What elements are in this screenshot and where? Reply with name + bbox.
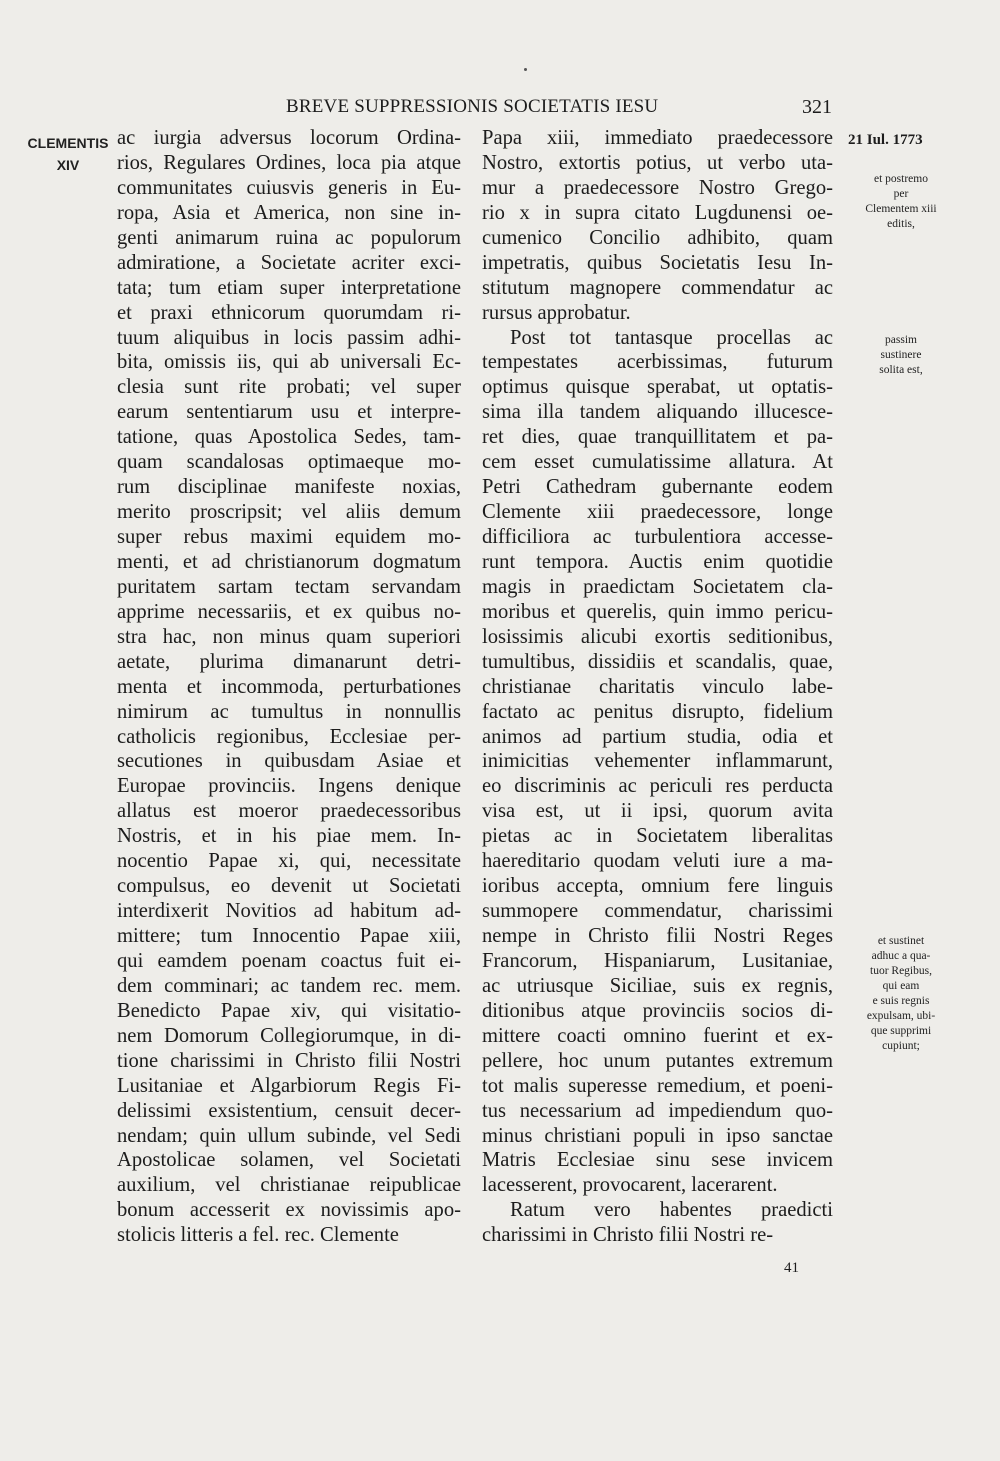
text-line: communitates cuiusvis generis in Eu- [117, 176, 461, 199]
text-line: aetate, plurima dimanarunt detri- [117, 650, 461, 673]
text-line: pietas ac in Societatem liberalitas [482, 825, 833, 848]
side-note-date: 21 Iul. 1773 [848, 132, 923, 148]
text-line: clesia sunt rite probati; vel super [117, 376, 461, 399]
text-line: dem comminari; ac tandem rec. mem. [117, 974, 461, 997]
text-line: rios, Regulares Ordines, loca pia atque [117, 151, 461, 174]
side-note-2 [848, 333, 954, 378]
text-line: optimus quisque sperabat, ut optatis- [482, 376, 833, 399]
text-line: summopere commendatur, charissimi [482, 900, 833, 923]
text-line: mittere; tum Innocentio Papae xiii, [117, 925, 461, 947]
text-line: magis in praedictam Societatem cla- [482, 575, 833, 598]
text-line: Ratum vero habentes praedicti [510, 1199, 833, 1222]
text-line: nimirum ac tumultus in nonnullis [117, 700, 461, 723]
text-line: delissimi exsistentium, censuit decer- [117, 1099, 461, 1122]
side-note-line: et sustinet [877, 935, 925, 947]
text-line: merito proscripsit; vel aliis demum [117, 501, 461, 524]
text-line: stitutum magnopere commendatur ac [482, 276, 833, 299]
text-line: losissimis alicubi exortis seditionibus, [482, 625, 833, 648]
text-line: rio x in supra citato Lugdunensi oe- [482, 201, 833, 224]
text-line: bonum accesserit ex novissimis apo- [117, 1199, 461, 1222]
text-line: tumultibus, dissidiis et scandalis, quae, [482, 650, 833, 673]
text-line: christianae charitatis vinculo labe- [482, 675, 833, 698]
text-line: pellere, hoc unum putantes extremum [482, 1049, 833, 1072]
text-line: nendam; quin ullum subinde, vel Sedi [117, 1124, 461, 1147]
side-note-line: Clementem xiii [865, 203, 937, 215]
text-line: minus christiani populi in ipso sanctae [482, 1124, 833, 1147]
text-line: cumenico Concilio adhibito, quam [482, 226, 833, 249]
side-note-line: expulsam, ubi- [866, 1010, 936, 1022]
text-line: tione charissimi in Christo filii Nostri [117, 1049, 461, 1072]
text-line: super rebus maximi equidem mo- [117, 526, 461, 548]
text-line: rum disciplinae manifeste noxias, [117, 476, 461, 499]
text-line: Clemente xiii praedecessore, longe [482, 501, 833, 524]
side-note-line: per [893, 188, 909, 200]
margin-heading-line-2: XIV [56, 157, 80, 173]
text-line: qui eamdem poenam coactus fuit ei- [117, 949, 461, 972]
running-head: BREVE SUPPRESSIONIS SOCIETATIS IESU [286, 96, 659, 117]
text-line: ioribus accepta, omnium fere linguis [482, 875, 833, 898]
text-line: puritatem sartam tectam servandam [117, 575, 461, 598]
text-line: ditionibus atque provinciis socios di- [482, 999, 833, 1022]
text-line: factato ac penitus disrupto, fidelium [482, 700, 833, 723]
right-text-column [482, 126, 833, 1248]
side-note-line: sustinere [880, 349, 922, 361]
text-line: Europae provinciis. Ingens denique [117, 775, 461, 798]
text-line: apprime necessariis, et ex quibus no- [117, 600, 461, 623]
side-note-line: et postremo [874, 173, 928, 185]
text-line: sima illa tandem aliquando illucesce- [482, 401, 833, 424]
text-line: Francorum, Hispaniarum, Lusitaniae, [482, 949, 833, 972]
text-line: admiratione, a Societate acriter exci- [117, 251, 461, 274]
text-line: earum sententiarum usu et interpre- [117, 401, 461, 424]
text-line: tatione, quas Apostolica Sedes, tam- [117, 426, 461, 449]
text-line: mur a praedecessore Nostro Grego- [482, 176, 833, 199]
side-note-line: solita est, [879, 364, 923, 376]
text-line: cem esset cumulatissime allatura. At [482, 451, 833, 474]
side-note-line: passim [885, 334, 917, 346]
text-line: allatus est moeror praedecessoribus [117, 800, 461, 823]
text-line: eo discriminis ac periculi res perducta [482, 775, 833, 798]
text-line: Apostolicae solamen, vel Societati [117, 1149, 461, 1172]
text-line: haereditario quodam veluti iure a ma- [482, 850, 833, 873]
text-line: lacesserent, provocarent, lacerarent. [482, 1174, 778, 1197]
text-line: ret dies, quae tranquillitatem et pa- [482, 426, 833, 449]
text-line: runt tempora. Auctis enim quotidie [482, 550, 833, 573]
text-line: interdixerit Novitios ad habitum ad- [117, 900, 461, 923]
text-line: moribus et querelis, quin immo pericu- [482, 600, 833, 623]
text-line: Lusitaniae et Algarbiorum Regis Fi- [117, 1074, 461, 1097]
page-number: 321 [802, 96, 832, 118]
text-line: Nostris, et in his piae mem. In- [117, 825, 461, 848]
side-note-1 [848, 172, 954, 232]
text-line: nempe in Christo filii Nostri Reges [482, 925, 833, 947]
side-note-line: e suis regnis [872, 995, 930, 1007]
text-line: mittere coacti omnino fuerint et ex- [482, 1024, 833, 1047]
text-line: auxilium, vel christianae reipublicae [117, 1174, 461, 1197]
text-line: animos ad partium studia, odia et [482, 725, 833, 748]
text-line: tot malis superesse remedium, et poeni- [482, 1074, 833, 1097]
text-line: Benedicto Papae xiv, qui visitatio- [117, 999, 461, 1022]
side-note-line: que supprimi [870, 1025, 932, 1037]
side-note-line: qui eam [882, 980, 920, 992]
text-line: menta et incommoda, perturbationes [117, 675, 461, 698]
text-line: inimicitias vehementer inflammarunt, [482, 750, 833, 773]
text-line: et praxi ethnicorum quorumdam ri- [117, 301, 461, 324]
text-line: rursus approbatur. [482, 301, 631, 324]
side-note-line: tuor Regibus, [870, 965, 932, 977]
text-line: Matris Ecclesiae sinu sese invicem [482, 1149, 833, 1172]
side-note-line: editis, [887, 218, 915, 230]
text-line: genti animarum ruina ac populorum [117, 226, 461, 249]
left-margin-heading [22, 132, 114, 176]
side-note-line: adhuc a qua- [871, 950, 931, 962]
text-line: stra hac, non minus quam superiori [117, 625, 461, 648]
text-line: tempestates acerbissimas, futurum [482, 351, 833, 374]
text-line: ac utriusque Siciliae, suis ex regnis, [482, 974, 833, 997]
text-line: compulsus, eo devenit ut Societati [117, 875, 461, 898]
text-line: tuum aliquibus in locis passim adhi- [117, 326, 461, 349]
text-line: catholicis regionibus, Ecclesiae per- [117, 725, 461, 748]
left-text-column [117, 126, 461, 1248]
page-mark [524, 68, 527, 71]
side-note-line: cupiunt; [882, 1040, 920, 1052]
text-line: Post tot tantasque procellas ac [510, 326, 833, 349]
text-line: Petri Cathedram gubernante eodem [482, 476, 833, 499]
text-line: bita, omissis iis, qui ab universali Ec- [117, 351, 461, 374]
text-line: quam scandalosas optimaeque mo- [117, 451, 461, 474]
text-line: Nostro, extortis potius, ut verbo uta- [482, 151, 833, 174]
signature-mark: 41 [784, 1260, 799, 1276]
text-line: visa est, ut ii ipsi, quorum avita [482, 800, 833, 823]
margin-heading-line-1: CLEMENTIS [27, 135, 109, 151]
text-line: ac iurgia adversus locorum Ordina- [117, 127, 461, 149]
text-line: nem Domorum Collegiorumque, in di- [117, 1024, 461, 1047]
text-line: stolicis litteris a fel. rec. Clemente [117, 1224, 399, 1247]
text-line: impetratis, quibus Societatis Iesu In- [482, 251, 833, 274]
text-line: tata; tum etiam super interpretatione [117, 276, 461, 299]
text-line: difficiliora ac turbulentiora accesse- [482, 526, 833, 548]
side-note-3 [848, 934, 954, 1054]
text-line: Papa xiii, immediato praedecessore [482, 127, 833, 149]
text-line: ropa, Asia et America, non sine in- [117, 201, 461, 224]
text-line: tus necessarium ad impediendum quo- [482, 1099, 833, 1122]
text-line: charissimi in Christo filii Nostri re- [482, 1224, 774, 1247]
text-line: menti, et ad christianorum dogmatum [117, 550, 461, 573]
text-line: nocentio Papae xi, qui, necessitate [117, 850, 461, 873]
text-line: secutiones in quibusdam Asiae et [117, 750, 461, 773]
